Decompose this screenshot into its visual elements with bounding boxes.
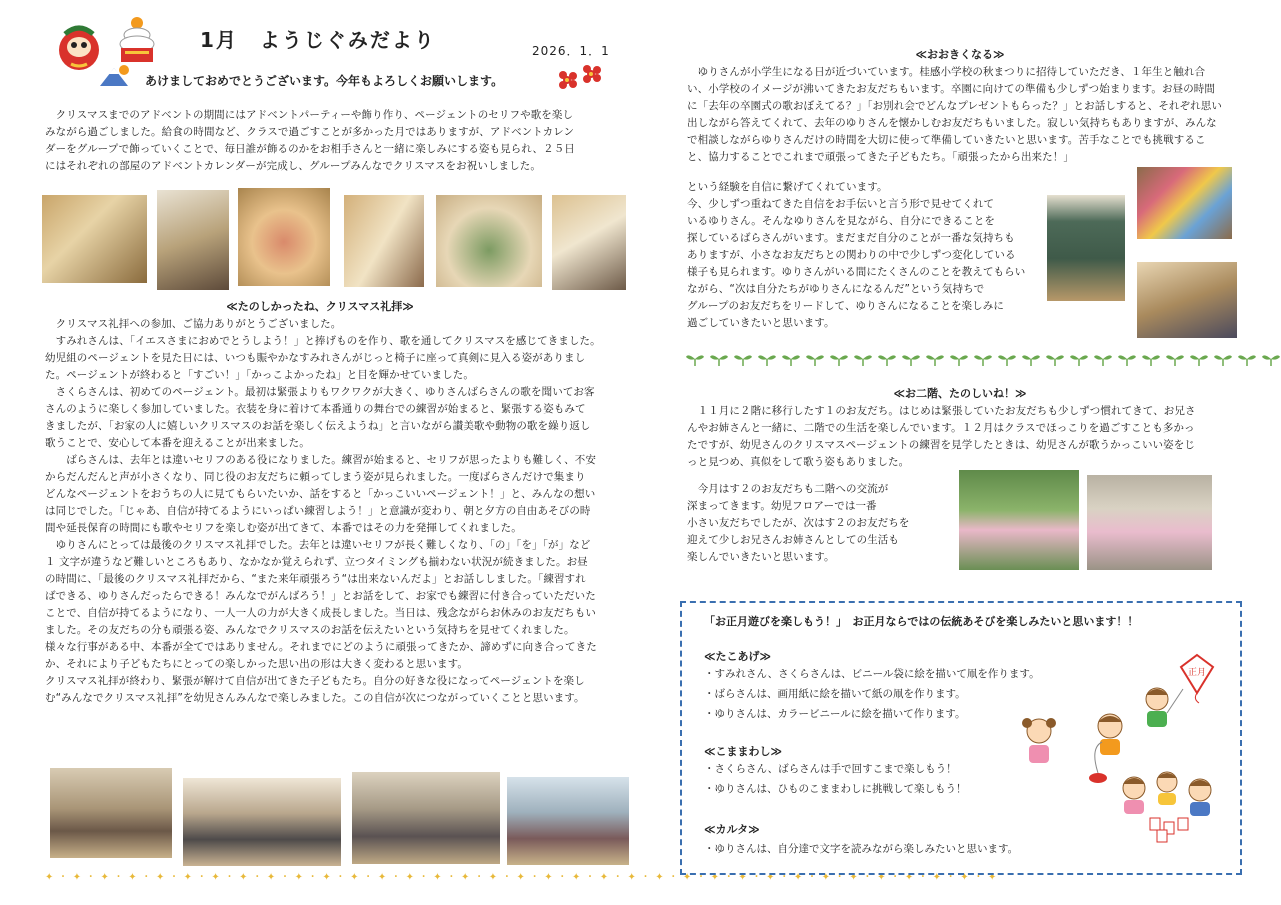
body-line: さんのように楽しく参加していました。衣装を身に着けて本番通りの舞台での練習が始まると、緊張する姿もみて (45, 403, 586, 415)
daruma-icon (55, 20, 103, 72)
body-line: すみれさんは、｢イエスさまにおめでとうしよう！」と捧げものを作り、歌を通してクリスマスを感じてきました。 (45, 335, 601, 347)
christmas-body (45, 316, 635, 707)
body-line: ことで、自信が持てるようになり、一人一人の力が大きく成長しました。当日は、残念ながらお休みのお友だちもい (45, 607, 596, 619)
growing-up-body (687, 64, 1277, 166)
body-line: は同じでした。｢じゃあ、自信が持てるようにいっぱい練習しよう！」と意識が変わり、朝と夕方の自由あそびの時 (45, 505, 591, 517)
second-floor-body (687, 403, 1277, 471)
photo-outdoor-children (1087, 475, 1212, 570)
body-line: か、それにより子どもたちにとっての楽しかった思い出の形は大きく変わると思います。 (45, 658, 468, 670)
section-title-growing-up: ≪おおきくなる≫ (915, 48, 1005, 61)
body-line: 小さい友だちでしたが、次はす２のお友だちを (687, 517, 910, 529)
sprout-icon (949, 352, 969, 366)
body-line: っと見つめ、真似をして歌う姿もありました。 (687, 456, 910, 468)
body-line: ゆりさんにとっては最後のクリスマス礼拝でした。去年とは違いセリフが長く難しくなり、｢の」｢を」｢が」など (45, 539, 591, 551)
sprout-icon (805, 352, 825, 366)
sprout-icon (925, 352, 945, 366)
body-line: 歌うことで、安心して本番を迎えることが出来ました。 (45, 437, 310, 449)
intro-line: クリスマスまでのアドベントの期間にはアドベントパーティーや飾り作り、ページェントのセリフや歌を楽し (45, 109, 574, 121)
kite-label: 正月 (1187, 668, 1207, 678)
list-item: ・すみれさん、さくらさんは、ビニール袋に絵を描いて凧を作ります。 (704, 668, 1040, 680)
photo-advent-calendar (344, 195, 424, 287)
photo-group-children (50, 768, 172, 858)
box-header: 「お正月遊びを楽しもう！」 お正月ならではの伝統あそびを楽しみたいと思います！！ (704, 615, 1139, 628)
photo-group-children (352, 772, 500, 864)
body-line: たですが、幼児さんのクリスマスページェントの練習を見学したときは、幼児さんが歌うかっこいい姿をじ (687, 439, 1195, 451)
sprout-icon (1165, 352, 1185, 366)
body-line: 幼児組のページェントを見た日には、いつも賑やかなすみれさんがじっと椅子に座って真剣に見入る姿がありまし (45, 352, 586, 364)
photo-outdoor-children (959, 470, 1079, 570)
sprout-icon (973, 352, 993, 366)
body-line: ました。その友だちの分も頑張る姿、みんなでクリスマスのお話を伝えたいという気持ちを見せてくれました。 (45, 624, 575, 636)
body-line: 深まってきます。幼児フロアーでは一番 (687, 500, 877, 512)
body-line: ばできる、ゆりさんだったらできる！みんなでがんばろう！」とお話をして、お家でも練習に付き合っていただいた (45, 590, 596, 602)
list-item: ・ゆりさんは、自分達で文字を読みながら楽しみたいと思います。 (704, 843, 1019, 855)
body-line: 楽しんでいきたいと思います。 (687, 551, 835, 563)
body-line: さくらさんは、初めてのページェント。最初は緊張よりもワクワクが大きく、ゆりさんばらさんの歌を聞いてお客 (45, 386, 595, 398)
intro-line: ダーをグループで飾っていくことで、毎日誰が飾るのかをお相手さんと一緒に楽しみにする姿も見られ、２５日 (45, 143, 575, 155)
sprout-icon (829, 352, 849, 366)
sprout-icon (1213, 352, 1233, 366)
sprout-icon (1237, 352, 1257, 366)
photo-helping-younger (1137, 262, 1237, 338)
sprout-icon (1141, 352, 1161, 366)
sprout-icon (1045, 352, 1065, 366)
sprout-icon (901, 352, 921, 366)
body-line: いるゆりさん。そんなゆりさんを見ながら、自分にできることを (687, 215, 996, 227)
photo-group-children (507, 777, 629, 865)
body-line: んやお姉さんと一緒に、二階での生活を楽しんでいます。１２月はクラスでほっこりを過ごすことも多かっ (687, 422, 1195, 434)
mount-fuji-icon (98, 62, 134, 88)
group-title-kite: ≪たこあげ≫ (704, 650, 772, 663)
child-with-kite-icon (1137, 683, 1187, 738)
page-title: 1月 ようじぐみだより (200, 28, 436, 52)
body-line: 今、少しずつ重ねてきた自信をお手伝いと言う形で見せてくれて (687, 198, 995, 210)
photo-advent-calendar (238, 188, 330, 286)
photo-classroom-blackboard (1047, 195, 1125, 301)
sprout-icon (733, 352, 753, 366)
body-line: ばらさんは、去年とは違いセリフのある役になりました。練習が始まると、セリフが思ったよりも難しく、不安 (45, 454, 596, 466)
sprout-icon (877, 352, 897, 366)
sprout-icon (997, 352, 1017, 366)
body-line: い、小学校のイメージが沸いてきたお友だちもいます。卒園に向けての準備も少しずつ始まります。お昼の時間 (687, 83, 1216, 95)
sprout-icon (1093, 352, 1113, 366)
photo-advent-calendar (436, 195, 542, 287)
sprout-icon (1261, 352, 1281, 366)
group-title-spinning-top: ≪こままわし≫ (704, 745, 783, 758)
list-item: ・さくらさん、ばらさんは手で回すこまで楽しもう！ (704, 763, 957, 775)
sprout-icon (685, 352, 705, 366)
body-line: と、協力することでこれまで頑張ってきた子どもたち。｢頑張ったから出来た！」 (687, 151, 1074, 163)
new-year-greeting: あけましておめでとうございます。今年もよろしくお願いします。 (145, 74, 504, 88)
body-line: 探しているばらさんがいます。まだまだ自分のことが一番な気持ちも (687, 232, 1015, 244)
plum-blossom-icon (555, 62, 605, 92)
second-floor-body-narrow (687, 481, 947, 566)
child-icon (1017, 713, 1063, 773)
list-item: ・ばらさんは、画用紙に絵を描いて紙の凧を作ります。 (704, 688, 966, 700)
karuta-icon (1112, 768, 1222, 843)
body-line: １１月に２階に移行したす１のお友だち。はじめは緊張していたお友だちも少しずつ慣れてきて、お兄さ (687, 405, 1196, 417)
kagami-mochi-icon (115, 15, 159, 65)
body-line: からだんだんと声が小さくなり、同じ役のお友だちに頼ってしまう姿が見られました。一度ばらさんだけで集まり (45, 471, 586, 483)
body-line: 過ごしていきたいと思います。 (687, 317, 835, 329)
sprout-icon (1117, 352, 1137, 366)
sprout-border-decoration (685, 352, 1275, 366)
body-line: クリスマス礼拝への参加、ご協力ありがとうございました。 (45, 318, 342, 330)
photo-group-children (183, 778, 341, 866)
group-title-karuta: ≪カルタ≫ (704, 823, 760, 836)
body-line: で相談しながらゆりさんだけの時間を大切に使って準備していきたいと思います。苦手なことでも挑戦するこ (687, 134, 1206, 146)
body-line: きましたが、｢お家の人に嬉しいクリスマスのお話を楽しく伝えようね」と言いながら讃美歌や動物の歌を繰り返し (45, 420, 591, 432)
photo-advent-calendar (42, 195, 147, 283)
body-line: 様々な行事がある中、本番が全てではありません。それまでにどのように頑張ってきたか、諦めずに向き合ってきた (45, 641, 597, 653)
section-title-christmas: ≪たのしかったね、クリスマス礼拝≫ (226, 300, 414, 313)
list-item: ・ゆりさんは、カラービニールに絵を描いて作ります。 (704, 708, 966, 720)
growing-up-body-narrow (687, 179, 1032, 332)
issue-date: 2026．1．1 (532, 44, 610, 58)
sprout-icon (709, 352, 729, 366)
sprout-icon (1069, 352, 1089, 366)
body-line: ゆりさんが小学生になる日が近づいています。桂感小学校の秋まつりに招待していただき、１年生と触れ合 (687, 66, 1206, 78)
star-border-decoration: ✦ ･ ✦ ･ ✦ ･ ✦ ･ ✦ ･ ✦ ･ ✦ ･ ✦ ･ ✦ ･ ✦ ･ ✦ ･ ✦ ･ ✦ ･ ✦ ･ ✦ ･ ✦ ･ ✦ ･ ✦ ･ ✦ ･ ✦ ･ ✦ ･ ✦ ･ ✦ ･ ✦ ･ ✦ ･ ✦ ･ ✦ ･ ✦ ･ ✦ ･ ✦ ･ ✦ ･ ✦ ･ ✦ ･ ✦ ･ ✦ (45, 872, 999, 883)
new-year-play-box (680, 601, 1242, 875)
body-line: という経験を自信に繋げてくれています。 (687, 181, 888, 193)
body-line: む“みんなでクリスマス礼拝”を幼児さんみんなで楽しみました。この自信が次につながっていくことと思います。 (45, 692, 585, 704)
body-line: ながら、“次は自分たちがゆりさんになるんだ”という気持ちで (687, 283, 985, 295)
body-line: どんなページェントをおうちの人に見てもらいたいか、話をすると「かっこいいページェント！」と、みんなの想い (45, 488, 596, 500)
body-line: に「去年の卒園式の歌おぼえてる？」｢お別れ会でどんなプレゼントもらった？」とお話しすると、それぞれ思い (687, 100, 1222, 112)
body-line: １ 文字が違うなど難しいところもあり、なかなか覚えられず、立つタイミングも揃わない状況が続きました。お昼 (45, 556, 588, 568)
sprout-icon (757, 352, 777, 366)
sprout-icon (1021, 352, 1041, 366)
photo-advent-calendar (157, 190, 229, 290)
body-line: グループのお友だちをリードして、ゆりさんになることを楽しみに (687, 300, 1004, 312)
body-line: ありますが、小さなお友だちとの関わりの中で少しずつ変化している (687, 249, 1016, 261)
sprout-icon (1189, 352, 1209, 366)
right-page (640, 0, 1280, 905)
sprout-icon (781, 352, 801, 366)
sprout-icon (853, 352, 873, 366)
body-line: 間や延長保育の時間にも歌やセリフを楽しむ姿が出てきて、本番ではその力を発揮してくれました。 (45, 522, 522, 534)
body-line: 迎えて少しお兄さんお姉さんとしての生活も (687, 534, 899, 546)
body-line: 様子も見られます。ゆりさんがいる間にたくさんのことを教えてもらい (687, 266, 1026, 278)
body-line: の時間に、｢最後のクリスマス礼拝だから、“また来年頑張ろう“は出来ないんだよ」とお話ししました。｢練習すれ (45, 573, 586, 585)
section-title-second-floor: ≪お二階、たのしいね！≫ (893, 387, 1027, 400)
body-line: 今月はす２のお友だちも二階への交流が (687, 483, 889, 495)
photo-advent-calendar (552, 195, 626, 290)
list-item: ・ゆりさんは、ひものこままわしに挑戦して楽しもう！ (704, 783, 967, 795)
body-line: た。ページェントが終わると「すごい！」「かっこよかったね」と目を輝かせていました。 (45, 369, 474, 381)
body-line: クリスマス礼拝が終わり、緊張が解けて自信が出てきた子どもたち。自分の好きな役になってページェントを楽し (45, 675, 585, 687)
intro-line: にはそれぞれの部屋のアドベントカレンダーが完成し、グループみんなでクリスマスをお祝いしました。 (45, 160, 541, 172)
intro-line: みながら過ごしました。給食の時間など、クラスで過ごすことが多かった月ではありますが、アドベントカレン (45, 126, 575, 138)
body-line: 出しながら答えてくれて、去年のゆりさんを懐かしむお友だちもいました。寂しい気持ちもありますが、みんな (687, 117, 1217, 129)
photo-paper-crafts (1137, 167, 1232, 239)
intro-paragraph (45, 107, 625, 175)
